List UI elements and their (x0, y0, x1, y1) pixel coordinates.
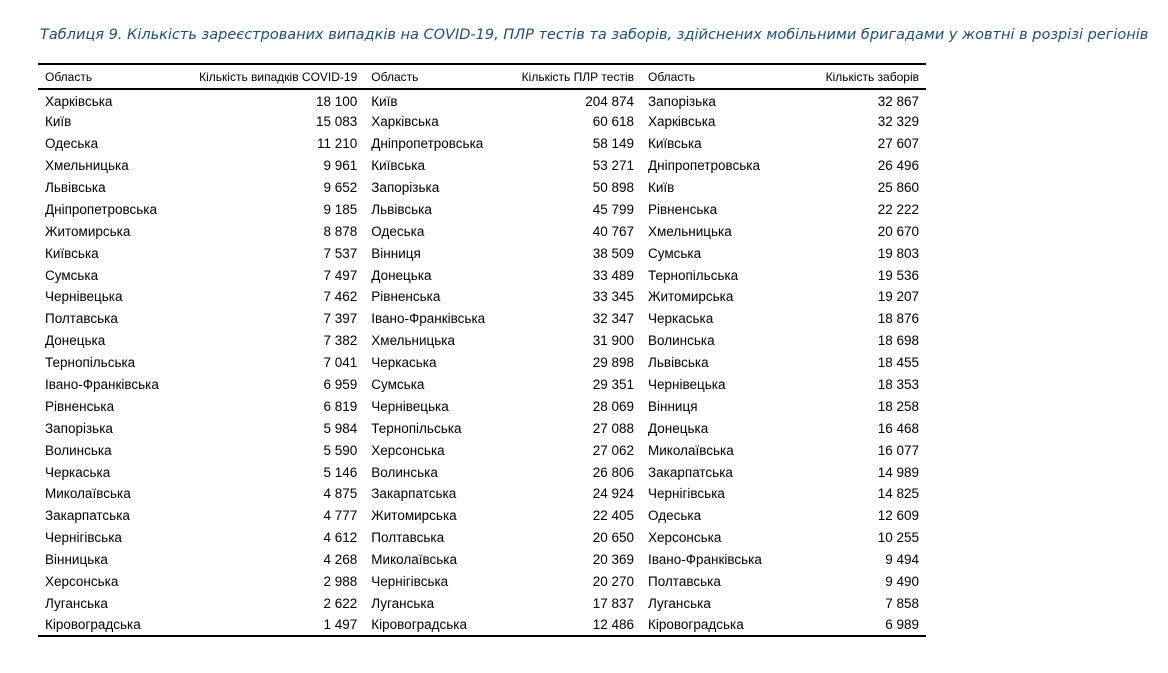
cell-covid-cases: 4 875 (323, 486, 358, 502)
table-header-row (38, 64, 926, 89)
cell-covid-cases: 5 146 (323, 464, 358, 480)
cell-samples: 20 670 (877, 223, 919, 239)
cell-covid-cases: 9 652 (323, 180, 358, 195)
cell-region-samples: Рівненська (648, 201, 718, 217)
cell-samples: 7 858 (885, 595, 919, 611)
cell-region-samples: Івано-Франківська (648, 552, 762, 568)
cell-region-pcr: Волинська (371, 464, 438, 480)
cell-region-cases: Київська (45, 245, 99, 261)
table-row (38, 286, 926, 308)
cell-region-cases: Житомирська (45, 223, 131, 239)
cell-covid-cases: 6 819 (323, 398, 358, 414)
cell-samples: 19 536 (877, 267, 919, 283)
cell-region-cases: Черкаська (45, 464, 111, 480)
cell-region-pcr: Кіровоградська (364, 614, 502, 636)
cell-region-cases: Київ (45, 114, 72, 130)
cell-samples: 14 825 (877, 486, 919, 502)
cell-covid-cases: 5 984 (323, 420, 358, 436)
cell-region-samples: Київська (648, 136, 702, 152)
cell-region-cases: Миколаївська (45, 486, 131, 502)
cell-region-pcr: Луганська (371, 595, 435, 611)
cell-covid-cases: 5 590 (323, 442, 358, 458)
cell-region-samples: Донецька (648, 420, 709, 436)
header-covid-cases: Кількість випадків COVID-19 (178, 64, 364, 89)
cell-region-cases: Рівненська (45, 398, 115, 414)
cell-region-pcr: Дніпропетровська (371, 136, 484, 152)
cell-region-samples: Житомирська (648, 289, 734, 305)
cell-region-cases: Івано-Франківська (45, 377, 159, 393)
cell-covid-cases: 7 041 (323, 355, 358, 371)
cell-samples: 32 867 (877, 94, 919, 110)
cell-covid-cases: 7 537 (323, 245, 358, 261)
cell-pcr-tests: 33 345 (592, 289, 634, 305)
cell-region-cases: Запорізька (45, 420, 113, 436)
table-row (38, 549, 926, 571)
cell-region-pcr: Черкаська (371, 355, 437, 371)
cell-pcr-tests: 24 924 (592, 486, 634, 502)
cell-pcr-tests: 53 271 (592, 158, 634, 174)
cell-pcr-tests: 31 900 (592, 333, 634, 349)
cell-region-pcr: Рівненська (371, 289, 441, 305)
cell-region-cases: Чернівецька (45, 289, 123, 305)
cell-pcr-tests: 28 069 (592, 398, 634, 414)
cell-region-cases: Луганська (45, 595, 108, 611)
table-row (38, 417, 926, 439)
cell-samples: 19 803 (877, 245, 919, 261)
cell-covid-cases: 7 462 (323, 289, 358, 305)
cell-samples: 9 490 (885, 574, 919, 590)
cell-samples: 14 989 (877, 464, 919, 480)
cell-covid-cases: 18 100 (315, 94, 358, 110)
cell-region-pcr: Чернівецька (371, 398, 449, 414)
header-pcr-tests: Кількість ПЛР тестів (503, 64, 641, 89)
cell-region-samples: Сумська (648, 245, 702, 261)
cell-samples: 32 329 (877, 114, 919, 130)
cell-region-samples: Чернівецька (648, 377, 726, 393)
cell-covid-cases: 7 382 (323, 333, 358, 349)
cell-region-cases: Одеська (45, 136, 99, 152)
table-row (38, 330, 926, 352)
cell-region-pcr: Одеська (371, 223, 425, 239)
table-row (38, 352, 926, 374)
cell-region-samples: Миколаївська (648, 442, 734, 458)
table-row (38, 374, 926, 396)
cell-region-samples: Тернопільська (648, 267, 739, 283)
cell-pcr-tests: 29 351 (592, 377, 634, 393)
cell-region-pcr: Івано-Франківська (371, 311, 486, 327)
cell-region-cases: Херсонська (45, 574, 119, 590)
cell-region-samples: Київ (648, 180, 675, 195)
table-caption: Таблиця 9. Кількість зареєстрованих випадків на COVID-19, ПЛР тестів та заборів, здійснених мобільними бригадами у жовтні в розрізі регіонів (40, 27, 1149, 43)
cell-region-pcr: Запорізька (371, 180, 440, 195)
cell-region-cases: Харківська (45, 94, 113, 110)
cell-pcr-tests: 60 618 (592, 114, 634, 130)
cell-region-samples: Вінниця (648, 398, 698, 414)
cell-covid-cases: 9 961 (323, 158, 358, 174)
table-row (38, 220, 926, 242)
cell-pcr-tests: 27 088 (592, 420, 634, 436)
cell-region-cases: Чернігівська (45, 530, 122, 546)
cell-covid-cases: 6 959 (323, 377, 358, 393)
cell-pcr-tests: 17 837 (592, 595, 634, 611)
cell-covid-cases: 8 878 (323, 223, 358, 239)
table-row (38, 155, 926, 177)
table-row (38, 264, 926, 286)
cell-region-cases: Кіровоградська (38, 614, 178, 636)
cell-covid-cases: 1 497 (178, 614, 364, 636)
cell-covid-cases: 7 497 (323, 267, 358, 283)
table-row (38, 527, 926, 549)
table-row (38, 395, 926, 417)
cell-samples: 27 607 (877, 136, 919, 152)
cell-region-pcr: Закарпатська (371, 486, 457, 502)
table-row (38, 592, 926, 614)
cell-pcr-tests: 204 874 (585, 94, 634, 110)
cell-samples: 25 860 (877, 180, 919, 195)
cell-pcr-tests: 22 405 (592, 508, 634, 524)
cell-covid-cases: 15 083 (315, 114, 358, 130)
header-region-cases: Область (38, 64, 178, 89)
cell-region-cases: Львівська (45, 180, 106, 195)
cell-region-cases: Донецька (45, 333, 106, 349)
cell-region-samples: Чернігівська (648, 486, 725, 502)
cell-region-samples: Волинська (648, 333, 715, 349)
cell-region-cases: Хмельницька (45, 158, 129, 174)
cell-samples: 26 496 (877, 158, 919, 174)
cell-region-samples: Дніпропетровська (648, 158, 761, 174)
cell-samples: 18 353 (877, 377, 919, 393)
cell-samples: 22 222 (877, 201, 919, 217)
cell-covid-cases: 7 397 (323, 311, 358, 327)
cell-pcr-tests: 45 799 (592, 201, 634, 217)
cell-samples: 16 468 (877, 420, 919, 436)
cell-covid-cases: 2 988 (323, 574, 358, 590)
cell-pcr-tests: 12 486 (503, 614, 641, 636)
cell-samples: 16 077 (877, 442, 919, 458)
table-row (38, 483, 926, 505)
cell-pcr-tests: 40 767 (592, 223, 634, 239)
header-region-pcr: Область (364, 64, 502, 89)
table-row (38, 614, 926, 636)
cell-samples: 9 494 (885, 552, 919, 568)
table-row (38, 461, 926, 483)
table-row (38, 89, 926, 111)
cell-samples: 10 255 (877, 530, 919, 546)
cell-region-pcr: Тернопільська (371, 420, 462, 436)
cell-pcr-tests: 20 369 (592, 552, 634, 568)
cell-region-samples: Одеська (648, 508, 702, 524)
cell-pcr-tests: 27 062 (592, 442, 634, 458)
table-row (38, 242, 926, 264)
cell-samples: 18 455 (877, 355, 919, 371)
header-samples: Кількість заборів (781, 64, 926, 89)
cell-region-cases: Тернопільська (45, 355, 136, 371)
cell-region-pcr: Полтавська (371, 530, 445, 546)
cell-pcr-tests: 50 898 (592, 180, 634, 195)
cell-region-samples: Закарпатська (648, 464, 733, 480)
cell-region-pcr: Херсонська (371, 442, 445, 458)
table-body (38, 89, 926, 636)
cell-region-pcr: Миколаївська (371, 552, 457, 568)
cell-region-pcr: Львівська (371, 201, 432, 217)
cell-covid-cases: 4 777 (323, 508, 358, 524)
cell-samples: 18 698 (877, 333, 919, 349)
cell-pcr-tests: 58 149 (592, 136, 634, 152)
cell-region-samples: Полтавська (648, 574, 721, 590)
table-row (38, 111, 926, 133)
cell-covid-cases: 2 622 (323, 595, 358, 611)
cell-samples: 18 876 (877, 311, 919, 327)
cell-region-samples: Кіровоградська (641, 614, 781, 636)
regions-table (38, 63, 926, 637)
cell-pcr-tests: 38 509 (592, 245, 634, 261)
cell-region-pcr: Чернігівська (371, 574, 449, 590)
cell-region-samples: Луганська (648, 595, 711, 611)
cell-region-cases: Вінницька (45, 552, 108, 568)
cell-pcr-tests: 20 650 (592, 530, 634, 546)
cell-covid-cases: 4 612 (323, 530, 358, 546)
cell-region-pcr: Донецька (371, 267, 432, 283)
cell-pcr-tests: 26 806 (592, 464, 634, 480)
table-row (38, 177, 926, 199)
cell-region-cases: Волинська (45, 442, 112, 458)
cell-region-samples: Херсонська (648, 530, 722, 546)
cell-samples: 18 258 (877, 398, 919, 414)
cell-region-samples: Харківська (648, 114, 716, 130)
cell-region-pcr: Київська (371, 158, 425, 174)
cell-region-samples: Львівська (648, 355, 709, 371)
cell-covid-cases: 9 185 (323, 201, 358, 217)
cell-region-samples: Запорізька (648, 94, 716, 110)
table-row (38, 505, 926, 527)
table-row (38, 571, 926, 593)
table-row (38, 439, 926, 461)
cell-region-samples: Черкаська (648, 311, 714, 327)
cell-pcr-tests: 33 489 (592, 267, 634, 283)
cell-pcr-tests: 32 347 (592, 311, 634, 327)
cell-region-cases: Сумська (45, 267, 99, 283)
cell-region-cases: Закарпатська (45, 508, 130, 524)
cell-pcr-tests: 29 898 (592, 355, 634, 371)
cell-pcr-tests: 20 270 (592, 574, 634, 590)
cell-covid-cases: 11 210 (316, 136, 358, 152)
cell-samples: 19 207 (877, 289, 919, 305)
cell-region-pcr: Сумська (371, 377, 425, 393)
cell-region-pcr: Київ (371, 94, 398, 110)
cell-region-pcr: Харківська (371, 114, 439, 130)
cell-region-pcr: Вінниця (371, 245, 421, 261)
cell-samples: 12 609 (877, 508, 919, 524)
cell-region-pcr: Хмельницька (371, 333, 456, 349)
cell-region-cases: Дніпропетровська (45, 201, 158, 217)
table-row (38, 308, 926, 330)
cell-region-pcr: Житомирська (371, 508, 457, 524)
cell-samples: 6 989 (781, 614, 926, 636)
cell-covid-cases: 4 268 (323, 552, 358, 568)
table-row (38, 133, 926, 155)
cell-region-samples: Хмельницька (648, 223, 732, 239)
header-region-samples: Область (641, 64, 781, 89)
table-row (38, 198, 926, 220)
cell-region-cases: Полтавська (45, 311, 118, 327)
